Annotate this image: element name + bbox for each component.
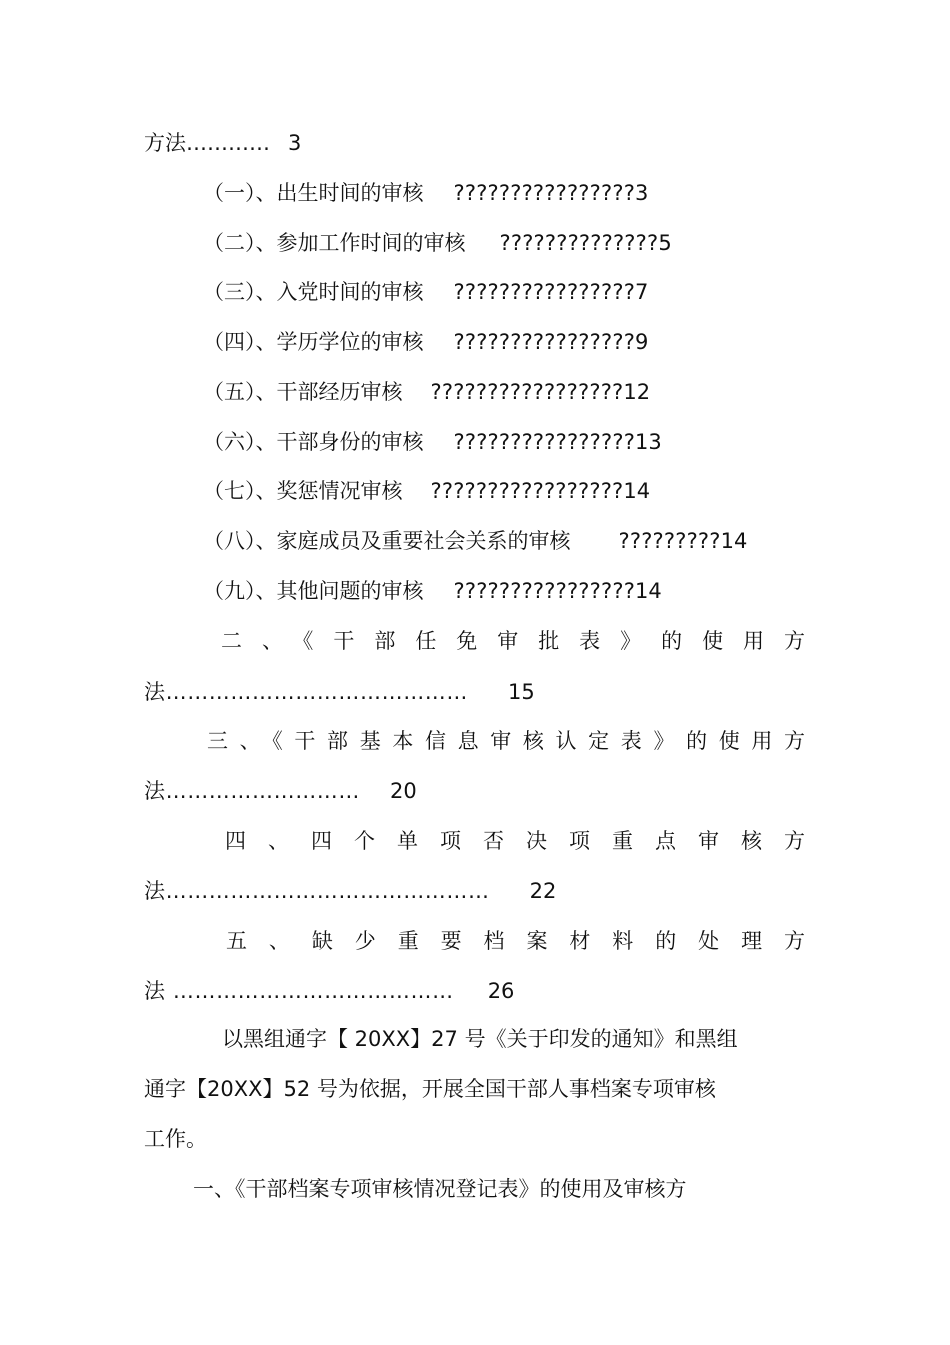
section-heading: 一、《干部档案专项审核情况登记表》的使用及审核方 [193, 1177, 687, 1201]
toc-subitem-dots: ?????????????? [499, 231, 659, 255]
toc-subitem [203, 427, 662, 457]
toc-section-3-leader [144, 776, 417, 806]
toc-page-number: 15 [508, 680, 535, 704]
toc-page-number: 3 [288, 131, 302, 155]
toc-subitem-page: 5 [658, 231, 672, 255]
toc-subitem-dots: ???????????????? [453, 280, 636, 304]
toc-subitem-dots: ????????????????? [430, 380, 624, 404]
toc-subitem-label: （一）、出生时间的审核 [203, 181, 424, 205]
toc-subitem-page: 12 [623, 380, 651, 404]
toc-subitem [203, 476, 650, 506]
toc-subitem [203, 327, 648, 357]
toc-subitem-label: （九）、其他问题的审核 [203, 579, 424, 603]
toc-subitem-page: 13 [635, 430, 662, 454]
toc-subitem-dots: ????????????????? [430, 479, 624, 503]
toc-subitem-label: （八）、家庭成员及重要社会关系的审核 [203, 529, 571, 553]
toc-leader-dots: 法 ………………………………… [144, 979, 454, 1003]
toc-subitem [203, 576, 662, 606]
body-paragraph-line: 工作。 [144, 1127, 207, 1151]
toc-page-number: 26 [487, 979, 515, 1003]
toc-section-5-leader [144, 976, 514, 1006]
toc-subitem-label: （二）、参加工作时间的审核 [203, 231, 466, 255]
toc-subitem-dots: ???????????????? [453, 430, 636, 454]
toc-page-number: 22 [529, 879, 557, 903]
toc-section-3-title: 三、《干部基本信息审核认定表》的使用方 [207, 729, 805, 753]
toc-subitem-page: 14 [720, 529, 748, 553]
body-paragraph-line: 通字【20XX】52 号为依据，开展全国干部人事档案专项审核 [144, 1077, 716, 1101]
toc-page-number: 20 [390, 779, 417, 803]
toc-line-text: 方法………… [144, 131, 270, 155]
toc-subitem-page: 7 [635, 280, 649, 304]
toc-subitem [203, 526, 747, 556]
toc-leader-dots: 法……………………………………… [144, 879, 490, 903]
toc-section-4-title: 四、四个单项否决项重点审核方 [225, 829, 805, 853]
toc-leader-dots: 法……………………… [144, 779, 360, 803]
toc-leader-dots: 法…………………………………… [144, 680, 468, 704]
toc-subitem-label: （五）、干部经历审核 [203, 380, 403, 404]
toc-subitem-page: 14 [635, 579, 662, 603]
toc-subitem [203, 178, 648, 208]
toc-section-4-leader [144, 876, 556, 906]
toc-section-5-title: 五、缺少重要档案材料的处理方 [226, 929, 805, 953]
toc-subitem [203, 377, 650, 407]
toc-subitem-page: 9 [635, 330, 649, 354]
toc-subitem [203, 277, 648, 307]
toc-subitem [203, 228, 672, 258]
toc-subitem-label: （四）、学历学位的审核 [203, 330, 424, 354]
toc-subitem-label: （六）、干部身份的审核 [203, 430, 424, 454]
toc-section-2-title: 二、《干部任免审批表》的使用方 [221, 629, 805, 653]
toc-subitem-label: （七）、奖惩情况审核 [203, 479, 403, 503]
body-paragraph-line: 以黑组通字【 20XX】27 号《关于印发的通知》和黑组 [222, 1027, 738, 1051]
toc-subitem-page: 3 [635, 181, 649, 205]
toc-subitem-dots: ???????????????? [453, 181, 636, 205]
toc-line-method-continuation [144, 128, 301, 158]
toc-subitem-page: 14 [623, 479, 651, 503]
toc-subitem-label: （三）、入党时间的审核 [203, 280, 424, 304]
toc-subitem-dots: ????????? [618, 529, 721, 553]
toc-section-2-leader [144, 677, 535, 707]
toc-subitem-dots: ???????????????? [453, 330, 636, 354]
toc-subitem-dots: ???????????????? [453, 579, 636, 603]
